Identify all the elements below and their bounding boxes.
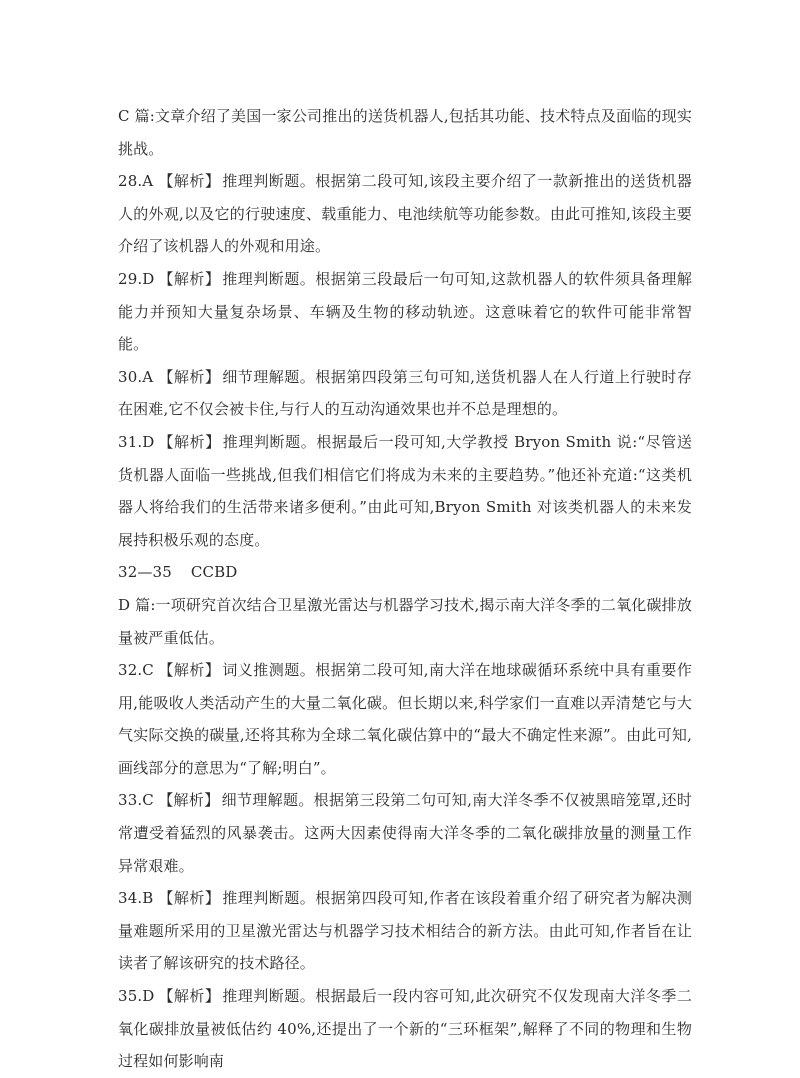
explanation-q35 xyxy=(118,980,692,1078)
explanation-q33 xyxy=(118,784,692,882)
answers-32-35 xyxy=(118,556,692,589)
question-number: 29.D xyxy=(118,269,155,288)
section-d-intro xyxy=(118,589,692,654)
analysis-tag: 【解析】 xyxy=(158,367,221,386)
answer-key-text: 32—35 CCBD xyxy=(118,563,238,582)
explanation-q30 xyxy=(118,361,692,426)
explanation-q34 xyxy=(118,882,692,980)
question-number: 32.C xyxy=(118,661,154,680)
paragraph-text: 推理判断题。根据第四段可知,作者在该段着重介绍了研究者为解决测量难题所采用的卫星激光雷达与机器学习技术相结合的新方法。由此可知,作者旨在让读者了解该研究的技术路径。 xyxy=(118,889,692,973)
paragraph-text: 推理判断题。根据第三段最后一句可知,这款机器人的软件须具备理解能力并预知大量复杂场景、车辆及生物的移动轨迹。这意味着它的软件可能非常智能。 xyxy=(118,269,692,354)
paragraph-text: 词义推测题。根据第二段可知,南大洋在地球碳循环系统中具有重要作用,能吸收人类活动产生的大量二氧化碳。但长期以来,科学家们一直难以弄清楚它与大气实际交换的碳量,还将其称为全球二氧化碳估算中的“最大不确定性来源”。由此可知,画线部分的意思为“了解;明白”。 xyxy=(118,661,692,777)
analysis-tag: 【解析】 xyxy=(158,432,221,451)
explanation-q28 xyxy=(118,165,692,263)
paragraph-text: 推理判断题。根据最后一段可知,大学教授 Bryon Smith 说:“尽管送货机器人面临一些挑战,但我们相信它们将成为未来的主要趋势。”他还补充道:“这类机器人将给我们的生活带来诸多便利。”由此可知,Bryon Smith 对该类机器人的未来发展持积极乐观的态度。 xyxy=(118,432,692,549)
analysis-tag: 【解析】 xyxy=(158,661,221,680)
paragraph-text: D 篇:一项研究首次结合卫星激光雷达与机器学习技术,揭示南大洋冬季的二氧化碳排放量被严重低估。 xyxy=(118,595,692,647)
analysis-tag: 【解析】 xyxy=(158,269,221,288)
question-number: 30.A xyxy=(118,367,154,386)
explanation-q32 xyxy=(118,654,692,784)
explanation-q31 xyxy=(118,426,692,556)
question-number: 34.B xyxy=(118,889,154,908)
paragraph-text: 细节理解题。根据第三段第二句可知,南大洋冬季不仅被黑暗笼罩,还时常遭受着猛烈的风暴袭击。这两大因素使得南大洋冬季的二氧化碳排放量的测量工作异常艰难。 xyxy=(118,791,693,875)
analysis-tag: 【解析】 xyxy=(158,172,221,191)
section-c-intro xyxy=(118,100,692,165)
question-number: 31.D xyxy=(118,432,155,451)
analysis-tag: 【解析】 xyxy=(158,889,221,908)
question-number: 35.D xyxy=(118,987,155,1006)
paragraph-text: 推理判断题。根据第二段可知,该段主要介绍了一款新推出的送货机器人的外观,以及它的行驶速度、载重能力、电池续航等功能参数。由此可推知,该段主要介绍了该机器人的外观和用途。 xyxy=(118,172,692,256)
analysis-tag: 【解析】 xyxy=(158,987,221,1006)
paragraph-text: 细节理解题。根据第四段第三句可知,送货机器人在人行道上行驶时存在困难,它不仅会被卡住,与行人的互动沟通效果也并不总是理想的。 xyxy=(118,367,692,419)
paragraph-text: 推理判断题。根据最后一段内容可知,此次研究不仅发现南大洋冬季二氧化碳排放量被低估约 40%,还提出了一个新的“三环框架”,解释了不同的物理和生物过程如何影响南 xyxy=(118,987,692,1071)
question-number: 33.C xyxy=(118,791,154,810)
answer-explanation-text xyxy=(118,100,692,1078)
explanation-q29 xyxy=(118,263,692,361)
analysis-tag: 【解析】 xyxy=(158,791,220,810)
paragraph-text: C 篇:文章介绍了美国一家公司推出的送货机器人,包括其功能、技术特点及面临的现实挑战。 xyxy=(118,107,692,158)
question-number: 28.A xyxy=(118,172,154,191)
